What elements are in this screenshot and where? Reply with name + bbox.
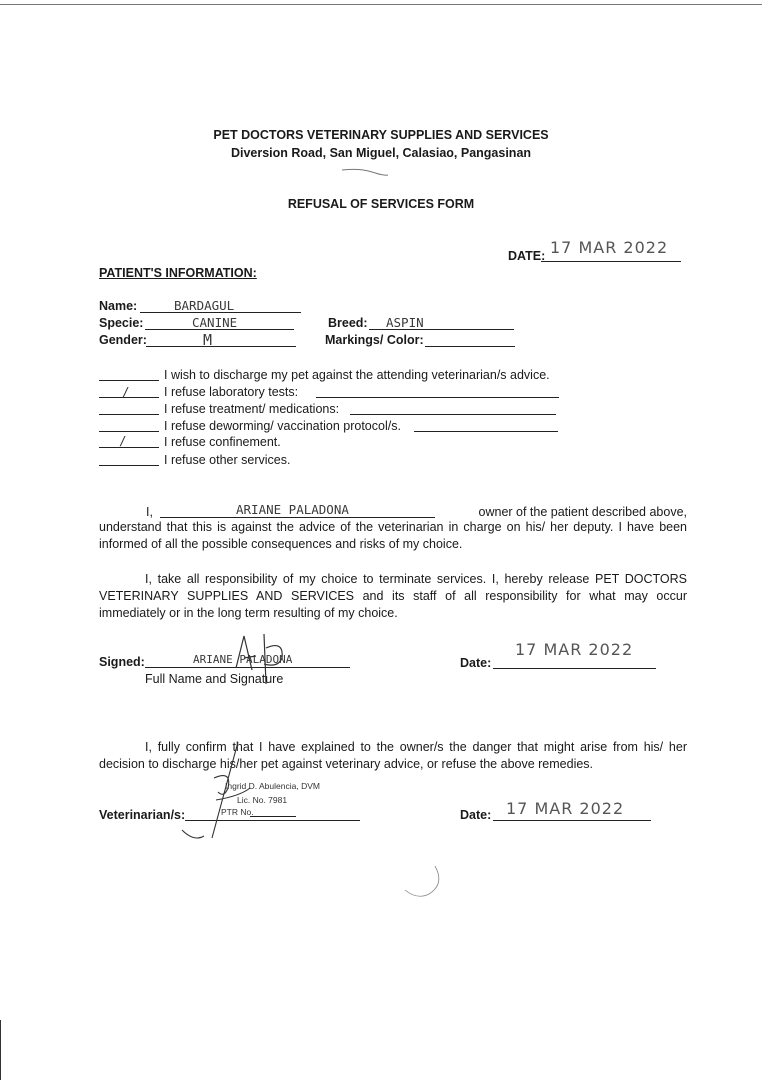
veterinarian-label: Veterinarian/s:: [99, 808, 186, 822]
business-name: PET DOCTORS VETERINARY SUPPLIES AND SERVICES: [213, 128, 549, 142]
specie-value: CANINE: [192, 315, 238, 330]
option-5-text: I refuse confinement.: [164, 435, 281, 449]
option-3-detail-line: [350, 414, 556, 415]
form-title: REFUSAL OF SERVICES FORM: [287, 197, 475, 211]
signed-date-line: [493, 668, 656, 669]
vet-stamp-license: Lic. No. 7981: [237, 795, 288, 805]
markings-label: Markings/ Color:: [325, 333, 424, 347]
date-line: [541, 261, 681, 262]
option-4-text: I refuse deworming/ vaccination protocol/s.: [164, 419, 401, 433]
vet-signature-scribble: [170, 738, 260, 848]
option-5-blank[interactable]: [99, 447, 159, 448]
statement-paragraph-2: [99, 571, 687, 622]
breed-label: Breed:: [328, 316, 368, 330]
date-label: DATE:: [508, 249, 546, 263]
gender-label: Gender:: [99, 333, 147, 347]
signed-date-stamp: 17 MAR 2022: [515, 640, 634, 659]
stray-pen-mark: [395, 862, 455, 902]
owner-name-line: [160, 517, 435, 518]
option-5-mark: /: [119, 433, 127, 448]
date-stamp: 17 MAR 2022: [550, 238, 669, 257]
option-1-blank[interactable]: [99, 380, 159, 381]
markings-line: [425, 346, 515, 347]
owner-name-value: ARIANE PALADONA: [236, 502, 349, 517]
option-1-text: I wish to discharge my pet against the attending veterinarian/s advice.: [164, 368, 550, 382]
option-3-text: I refuse treatment/ medications:: [164, 402, 340, 416]
vet-stamp-name: Ingrid D. Abulencia, DVM: [225, 781, 320, 791]
breed-value: ASPIN: [386, 315, 424, 330]
option-2-mark: /: [122, 384, 130, 399]
confirmation-text: I, fully confirm that I have explained to the owner/s the danger that might arise from his/ her decision to discharge his/her pet against veterinary advice, or refuse the above remedies.: [99, 740, 687, 771]
signed-date-label: Date:: [460, 656, 492, 670]
statement-i-label: I,: [146, 505, 153, 519]
statement-line-1-end: owner of the patient described above,: [478, 505, 687, 519]
option-6-blank[interactable]: [99, 465, 159, 466]
option-4-blank[interactable]: [99, 431, 159, 432]
option-6-text: I refuse other services.: [164, 453, 291, 467]
gender-line: [146, 346, 296, 347]
vet-date-line: [493, 820, 651, 821]
option-3-blank[interactable]: [99, 414, 159, 415]
scan-edge-line: [0, 4, 762, 5]
signed-name-value: ARIANE PALADONA: [193, 653, 293, 666]
vet-stamp-ptr: PTR No.: [221, 807, 254, 817]
signed-label: Signed:: [99, 655, 145, 669]
specie-label: Specie:: [99, 316, 144, 330]
option-2-detail-line: [316, 397, 559, 398]
option-2-text: I refuse laboratory tests:: [164, 385, 299, 399]
gender-value: M: [203, 331, 213, 349]
statement-paragraph-2-text: I, take all responsibility of my choice to terminate services. I, hereby release PET DOCTORS VETERINARY SUPPLIES AND SERVICES and its staff of all responsibility for what may occur immediately or in the long term resulting of my choice.: [99, 572, 687, 620]
statement-paragraph-1: understand that this is against the advice of the veterinarian in charge on his/ her deputy. I have been informed of all the possible consequences and risks of my choice.: [99, 520, 687, 551]
full-name-signature-label: Full Name and Signature: [145, 672, 284, 686]
vet-date-label: Date:: [460, 808, 492, 822]
patient-section-title: PATIENT'S INFORMATION:: [99, 266, 257, 280]
scan-left-edge: [0, 1020, 1, 1080]
name-value: BARDAGUL: [174, 298, 235, 313]
name-label: Name:: [99, 299, 138, 313]
business-address: Diversion Road, San Miguel, Calasiao, Pangasinan: [230, 146, 532, 160]
option-4-detail-line: [414, 431, 558, 432]
vet-date-stamp: 17 MAR 2022: [506, 799, 625, 818]
pen-stroke-mark: [340, 166, 390, 178]
